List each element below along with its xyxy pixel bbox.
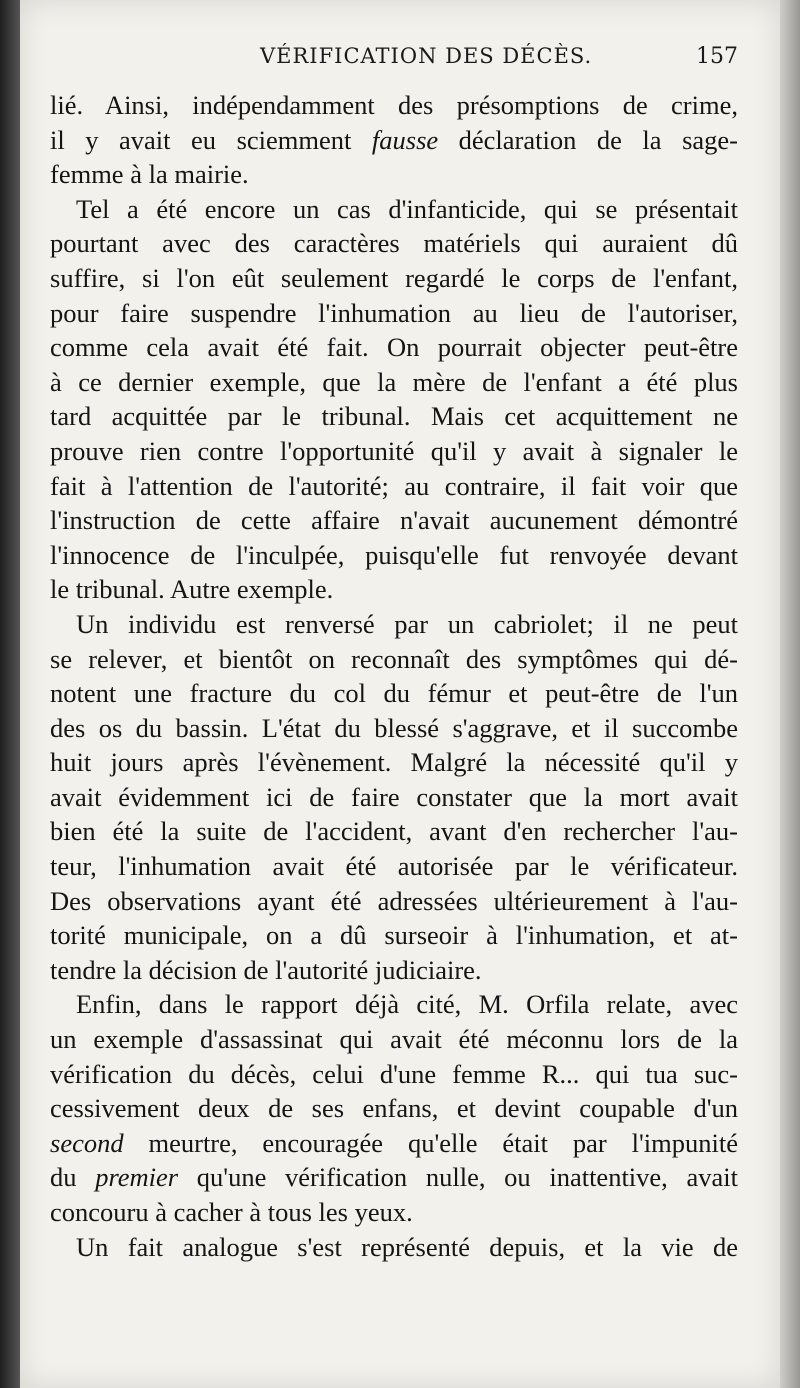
book-page [20,0,780,1388]
text-line: un exemple d'assassinat qui avait été méconnu lors de la [50,1024,738,1055]
text-line: vérification du décès, celui d'une femme R... qui tua suc- [50,1058,738,1089]
text-line: second meurtre, encouragée qu'elle était par l'impunité [50,1127,738,1158]
text-line: du premier qu'une vérification nulle, ou inattentive, avait [50,1162,738,1193]
text-line: pourtant avec des caractères matériels qui auraient dû [50,228,738,259]
italic-word: premier [95,1162,179,1193]
text-line: cessivement deux de ses enfans, et devint coupable d'un [50,1093,738,1124]
italic-word: fausse [371,124,439,155]
text-line: se relever, et bientôt on reconnaît des symptômes qui dé- [50,643,738,674]
text-line: pour faire suspendre l'inhumation au lieu de l'autoriser, [50,297,738,328]
text-line: lié. Ainsi, indépendamment des présomptions de crime, [50,90,738,120]
text-line: l'innocence de l'inculpée, puisqu'elle fut renvoyée devant [50,539,738,570]
text-line: teur, l'inhumation avait été autorisée par le vérificateur. [50,851,738,882]
text-line: bien été la suite de l'accident, avant d'en rechercher l'au- [50,816,738,847]
paragraph-start-line: Enfin, dans le rapport déjà cité, M. Orfila relate, avec [76,989,738,1020]
text-line: tard acquittée par le tribunal. Mais cet acquittement ne [50,401,738,432]
paragraph-start-line: Un fait analogue s'est représenté depuis, et la vie de [76,1231,738,1262]
binding-shadow [0,0,20,1388]
text-line: prouve rien contre l'opportunité qu'il y avait à signaler le [50,435,738,466]
paragraph-start-line: Tel a été encore un cas d'infanticide, qui se présentait [76,193,738,224]
text-line: l'instruction de cette affaire n'avait aucunement démontré [50,505,738,536]
text-line: des os du bassin. L'état du blessé s'aggrave, et il succombe [50,712,738,743]
text-line: tendre la décision de l'autorité judiciaire. [50,954,482,985]
text-line: concouru à cacher à tous les yeux. [50,1197,413,1227]
text-line: il y avait eu sciemment fausse déclaration de la sage- [50,124,738,155]
text-line: avait évidemment ici de faire constater que la mort avait [50,781,738,812]
text-line: Des observations ayant été adressées ultérieurement à l'au- [50,885,738,916]
body-text [50,88,738,1264]
text-line: femme à la mairie. [50,159,249,190]
page-header [50,44,738,84]
text-line: le tribunal. Autre exemple. [50,574,334,605]
text-line: suffire, si l'on eût seulement regardé le corps de l'enfant, [50,262,738,293]
text-line: à ce dernier exemple, que la mère de l'enfant a été plus [50,366,738,397]
text-line: torité municipale, on a dû surseoir à l'inhumation, et at- [50,920,738,951]
page-edge [780,0,800,1388]
italic-word: second [50,1127,124,1158]
text-line: huit jours après l'évènement. Malgré la nécessité qu'il y [50,747,738,778]
text-line: fait à l'attention de l'autorité; au contraire, il fait voir que [50,470,738,501]
paragraph-start-line: Un individu est renversé par un cabriolet; il ne peut [76,608,738,639]
running-head: VÉRIFICATION DES DÉCÈS. [260,44,593,68]
text-line: notent une fracture du col du fémur et peut-être de l'un [50,678,738,709]
page-number: 157 [696,44,738,69]
text-line: comme cela avait été fait. On pourrait objecter peut-être [50,332,738,363]
